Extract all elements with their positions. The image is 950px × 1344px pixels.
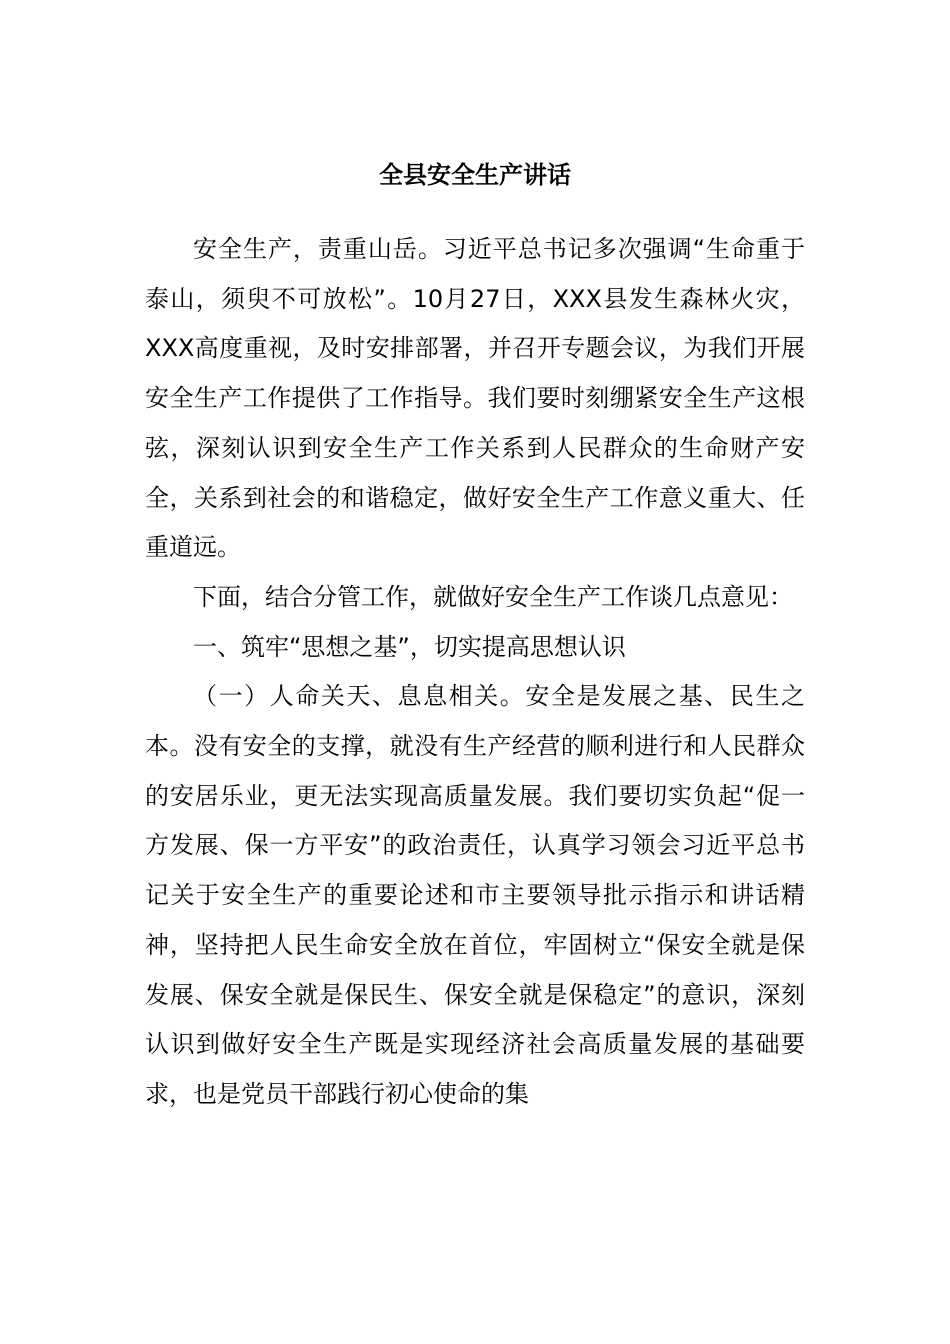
paragraph-intro: 安全生产，责重山岳。习近平总书记多次强调“生命重于泰山，须臾不可放松”。10月27日，XXX县发生森林火灾，XXX高度重视，及时安排部署，并召开专题会议，为我们开展安全生产工作提供了工作指导。我们要时刻绷紧安全生产这根弦，深刻认识到安全生产工作关系到人民群众的生命财产安全，关系到社会的和谐稳定，做好安全生产工作意义重大、任重道远。 [145,235,805,562]
document-title: 全县安全生产讲话 [379,161,571,189]
section-heading-1: 一、筑牢“思想之基”，切实提高思想认识 [193,632,626,661]
paragraph-subsection-1: （一）人命关天、息息相关。安全是发展之基、民生之本。没有安全的支撑，就没有生产经营的顺利进行和人民群众的安居乐业，更无法实现高质量发展。我们要切实负起“促一方发展、保一方平安”的政治责任，认真学习领会习近平总书记关于安全生产的重要论述和市主要领导批示指示和讲话精神，坚持把人民生命安全放在首位，牢固树立“保安全就是保发展、保安全就是保民生、保安全就是保稳定”的意识，深刻认识到做好安全生产既是实现经济社会高质量发展的基础要求，也是党员干部践行初心使命的集 [145,682,805,1108]
document-body [145,225,805,1120]
paragraph-opinions: 下面，结合分管工作，就做好安全生产工作谈几点意见： [193,582,793,611]
